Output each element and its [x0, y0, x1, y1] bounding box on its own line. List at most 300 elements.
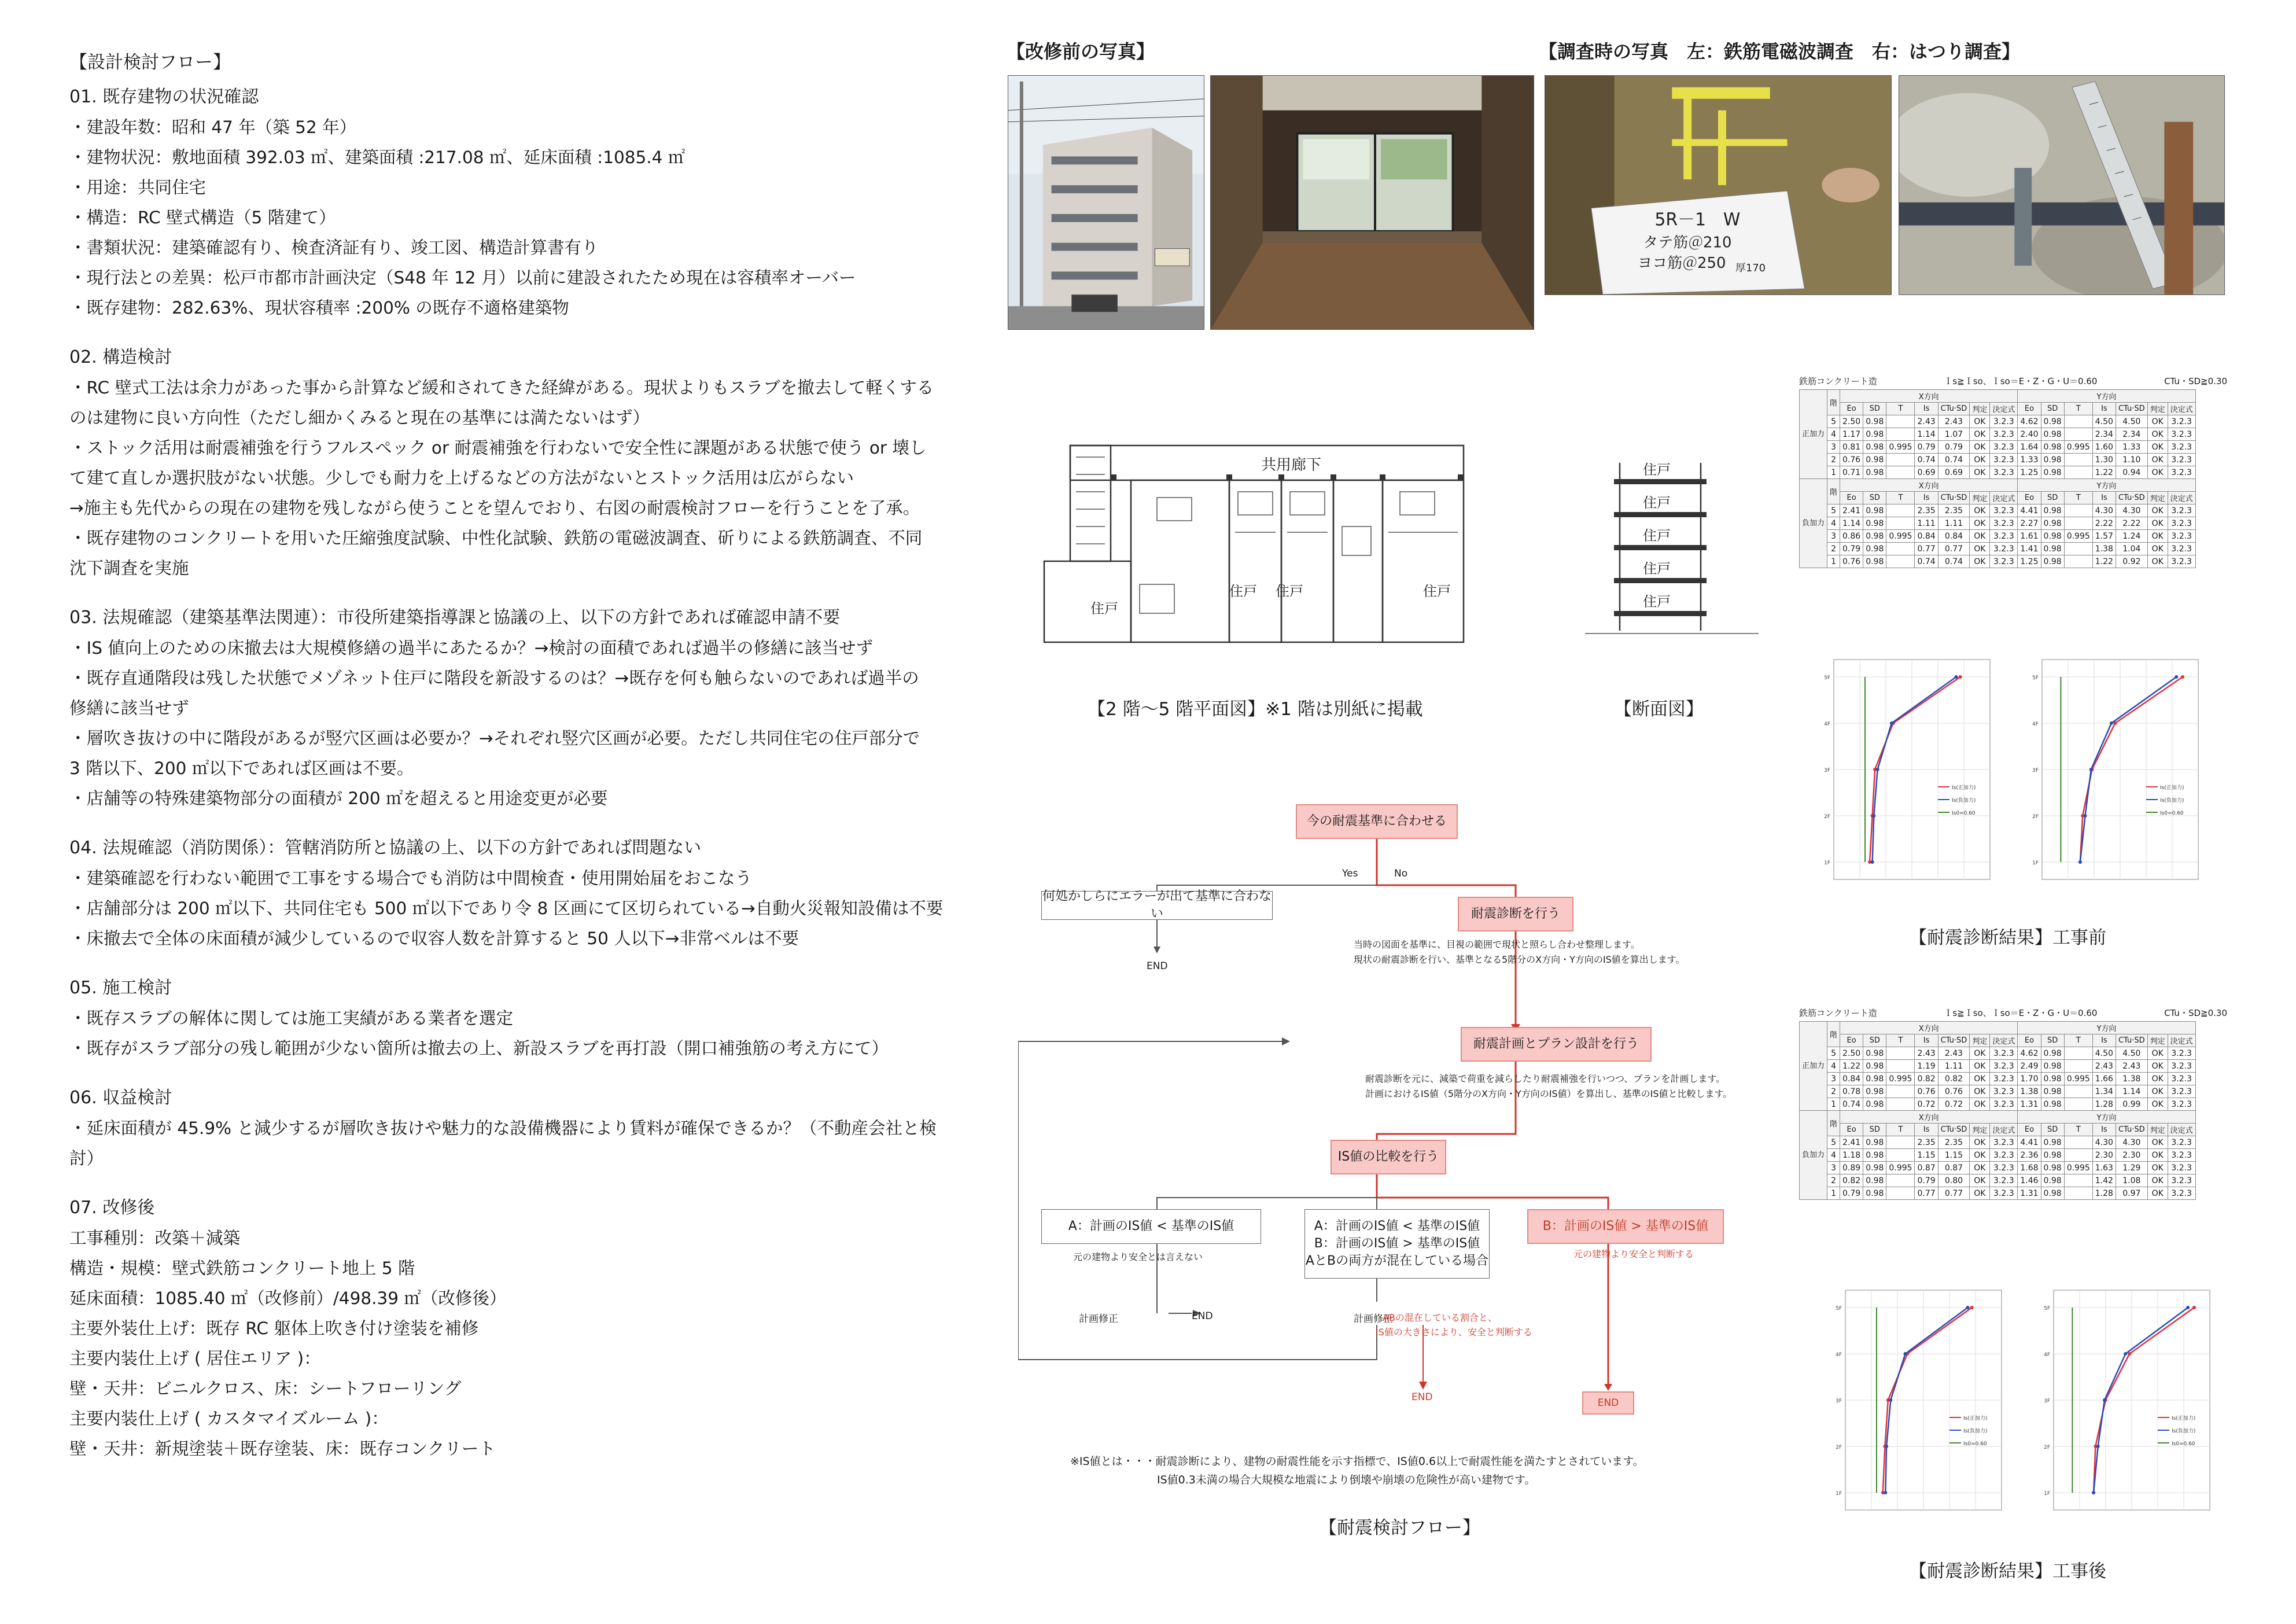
- table-cell: 3.2.3: [2168, 1174, 2195, 1187]
- table-cell: [2064, 555, 2092, 568]
- table-cell: [2064, 1060, 2092, 1073]
- section-4: [69, 833, 972, 953]
- table-cell: 0.98: [2041, 466, 2064, 479]
- table-cell: [1886, 415, 1915, 428]
- table-cell: 1.04: [2116, 543, 2147, 555]
- design-flow-text: [69, 46, 972, 1483]
- chart-point: [1955, 675, 1958, 679]
- table-cell: 3.2.3: [1990, 1073, 2018, 1085]
- column-header: Is: [2092, 403, 2116, 415]
- table-cell: 0.78: [1840, 1085, 1863, 1098]
- table-cell: 3.2.3: [2168, 1085, 2195, 1098]
- table-cell: OK: [2147, 504, 2168, 517]
- section-line: ・建設年数：昭和 47 年（築 52 年）: [69, 117, 357, 137]
- column-header: CTu·SD: [2116, 1124, 2147, 1136]
- table-cell: [2064, 543, 2092, 555]
- table-cell: [1886, 1047, 1915, 1060]
- chart-legend-label: Is(正加力): [1952, 785, 1976, 791]
- flow-case-b-box: B：計画のIS値 > 基準のIS値: [1527, 1209, 1724, 1244]
- chart-floor-tick: 2F: [2044, 1445, 2050, 1450]
- table-cell: 5: [1827, 1136, 1840, 1149]
- chart-floor-tick: 4F: [1824, 721, 1830, 727]
- column-header: SD: [1863, 1034, 1886, 1047]
- section-unit-1: 住戸: [1643, 594, 1671, 610]
- table-cell: [2064, 504, 2092, 517]
- table-cell: 2: [1827, 1085, 1840, 1098]
- table-cell: 2.34: [2092, 428, 2116, 441]
- table-cell: [1886, 1149, 1915, 1162]
- table-cell: 0.98: [1863, 504, 1886, 517]
- is-chart-svg: [1816, 648, 2002, 903]
- table-row: [1800, 454, 2196, 466]
- table-row: [1800, 466, 2196, 479]
- chart-point: [2084, 814, 2087, 817]
- table-cell: 3.2.3: [2168, 428, 2195, 441]
- column-header: 判定: [1970, 492, 1990, 504]
- results-head-left-after: 鉄筋コンクリート造: [1799, 1008, 1877, 1018]
- table-cell: 0.98: [2041, 1073, 2064, 1085]
- table-cell: 3.2.3: [1990, 1060, 2018, 1073]
- chart-point: [1871, 860, 1874, 864]
- column-header: T: [1886, 1124, 1915, 1136]
- section-unit-5: 住戸: [1643, 462, 1671, 478]
- column-header: SD: [2041, 1034, 2064, 1047]
- table-cell: 3.2.3: [1990, 415, 2018, 428]
- section-line: 討）: [69, 1148, 104, 1168]
- section-line: 工事種別：改築＋減築: [69, 1228, 241, 1248]
- column-header: Eo: [1840, 1034, 1863, 1047]
- table-cell: [2064, 1085, 2092, 1098]
- column-header: Eo: [1840, 492, 1863, 504]
- chart-point: [2192, 1306, 2196, 1309]
- table-cell: 0.82: [1915, 1073, 1938, 1085]
- chart-floor-tick: 3F: [1824, 768, 1830, 774]
- chart-point: [1970, 1306, 1974, 1309]
- column-header: Is: [2092, 492, 2116, 504]
- table-cell: [1886, 1060, 1915, 1073]
- table-cell: 2.35: [1938, 1136, 1970, 1149]
- section-heading: 06. 収益検討: [69, 1088, 172, 1108]
- force-direction-label: 正加力: [1800, 1022, 1827, 1111]
- table-cell: 0.98: [1863, 517, 1886, 530]
- chart-floor-tick: 5F: [1824, 675, 1830, 681]
- table-cell: 3.2.3: [2168, 1149, 2195, 1162]
- column-header: CTu·SD: [2116, 1034, 2147, 1047]
- chart-floor-tick: 4F: [2032, 721, 2039, 727]
- chart-floor-tick: 4F: [2044, 1352, 2050, 1358]
- table-cell: 3: [1827, 530, 1840, 543]
- table-cell: 3.2.3: [1990, 504, 2018, 517]
- table-cell: 1.31: [2018, 1098, 2041, 1111]
- section-6: [69, 1083, 972, 1173]
- flow-plan-box: 耐震計画とプラン設計を行う: [1461, 1027, 1652, 1062]
- section-line: ・延床面積が 45.9% と減少するが層吹き抜けや魅力的な設備機器により賃料が確保できるか？（不動産会社と検: [69, 1118, 937, 1138]
- table-cell: OK: [2147, 1073, 2168, 1085]
- force-direction-label: 負加力: [1800, 1111, 1827, 1200]
- chart-point: [2124, 1352, 2127, 1356]
- corridor-label: 共用廊下: [1261, 456, 1322, 474]
- card-line-4: 厚170: [1735, 262, 1766, 275]
- floor-plan-drawing: [1041, 440, 1469, 648]
- table-cell: 0.98: [2041, 1174, 2064, 1187]
- table-cell: 0.98: [2041, 1149, 2064, 1162]
- table-cell: 0.98: [1863, 1073, 1886, 1085]
- table-cell: 2.36: [2018, 1149, 2041, 1162]
- table-cell: 1.34: [2092, 1085, 2116, 1098]
- table-cell: 0.77: [1938, 543, 1970, 555]
- table-row: [1800, 530, 2196, 543]
- table-cell: 3.2.3: [1990, 1187, 2018, 1200]
- chart-legend-label: Is(負加力): [2160, 798, 2184, 804]
- section-line: ・書類状況：建築確認有り、検査済証有り、竣工図、構造計算書有り: [69, 238, 599, 257]
- table-cell: 2.40: [2018, 428, 2041, 441]
- table-cell: 0.77: [1938, 1187, 1970, 1200]
- section-line: ・既存がスラブ部分の残し範囲が少ない箇所は撤去の上、新設スラブを再打設（開口補強筋の考え方にて）: [69, 1039, 889, 1058]
- floor-header: 階: [1827, 479, 1840, 504]
- table-cell: 4.41: [2018, 504, 2041, 517]
- chart-point: [2096, 1445, 2100, 1448]
- table-row: [1800, 441, 2196, 454]
- table-cell: 2: [1827, 543, 1840, 555]
- table-cell: OK: [1970, 1162, 1990, 1174]
- interior-room-photo: [1210, 75, 1534, 330]
- column-header: CTu·SD: [1938, 1034, 1970, 1047]
- section-unit-2: 住戸: [1643, 561, 1671, 577]
- table-cell: 1.07: [1938, 428, 1970, 441]
- section-1: [69, 82, 972, 323]
- table-cell: 0.82: [1840, 1174, 1863, 1187]
- table-cell: 0.98: [2041, 530, 2064, 543]
- table-row: [1800, 428, 2196, 441]
- table-cell: 1.38: [2092, 543, 2116, 555]
- table-row: [1800, 1073, 2196, 1085]
- table-cell: 3.2.3: [2168, 504, 2195, 517]
- table-cell: 3.2.3: [1990, 1136, 2018, 1149]
- table-cell: OK: [2147, 1085, 2168, 1098]
- table-cell: 0.74: [1915, 555, 1938, 568]
- table-cell: 0.98: [2041, 1085, 2064, 1098]
- table-cell: [2064, 466, 2092, 479]
- unit-label-4: 住戸: [1423, 583, 1451, 599]
- table-cell: 0.98: [2041, 1162, 2064, 1174]
- section-line: ・用途：共同住宅: [69, 178, 207, 197]
- table-cell: 3.2.3: [2168, 1047, 2195, 1060]
- table-cell: 3.2.3: [2168, 466, 2195, 479]
- table-cell: 4.30: [2092, 1136, 2116, 1149]
- column-header: Is: [1915, 492, 1938, 504]
- table-cell: 1.31: [2018, 1187, 2041, 1200]
- force-direction-label: 負加力: [1800, 479, 1827, 568]
- table-cell: OK: [2147, 555, 2168, 568]
- column-header: 判定: [2147, 1034, 2168, 1047]
- results-table-before-head: [1799, 375, 2227, 387]
- table-column-row: [1800, 1034, 2196, 1047]
- table-cell: 1.33: [2018, 454, 2041, 466]
- chart-after-x: [1828, 1279, 2013, 1533]
- is-chart-svg: [1828, 1279, 2013, 1533]
- table-cell: 4.30: [2116, 504, 2147, 517]
- results-table-after: [1799, 1007, 2227, 1200]
- section-line: 修繕に該当せず: [69, 698, 189, 718]
- table-cell: OK: [2147, 1162, 2168, 1174]
- section-line: ・既存直通階段は残した状態でメゾネット住戸に階段を新設するのは？→既存を何も触らないのであれば過半の: [69, 668, 919, 688]
- table-column-row: [1800, 1124, 2196, 1136]
- column-header: Eo: [2018, 1034, 2041, 1047]
- column-header: CTu·SD: [2116, 492, 2147, 504]
- table-row: [1800, 1187, 2196, 1200]
- table-cell: 0.98: [2041, 454, 2064, 466]
- chart-point: [2089, 768, 2093, 771]
- survey-photo-caption: 【調査時の写真 左：鉄筋電磁波調査 右：はつり調査】: [1539, 40, 2021, 62]
- table-cell: OK: [1970, 1073, 1990, 1085]
- table-cell: 0.92: [2116, 555, 2147, 568]
- section-line: 壁・天井：新規塗装＋既存塗装、床：既存コンクリート: [69, 1439, 496, 1459]
- flow-case-a-note: 元の建物より安全とは言えない: [1073, 1251, 1203, 1262]
- table-cell: 0.79: [1938, 441, 1970, 454]
- chart-point: [2181, 675, 2184, 679]
- table-cell: 2.43: [1915, 415, 1938, 428]
- card-line-2: タテ筋＠210: [1643, 234, 1732, 252]
- flow-compare-box: IS値の比較を行う: [1331, 1140, 1446, 1174]
- table-cell: 3.2.3: [2168, 1073, 2195, 1085]
- seismic-flow-chart: [1018, 804, 1770, 1568]
- table-cell: 1.68: [2018, 1162, 2041, 1174]
- column-header: T: [1886, 1034, 1915, 1047]
- section-line: ・床撤去で全体の床面積が減少しているので収容人数を計算すると 50 人以下→非常ベルは不要: [69, 929, 799, 948]
- table-cell: 3.2.3: [2168, 441, 2195, 454]
- section-caption: 【断面図】: [1614, 699, 1704, 720]
- table-cell: 0.71: [1840, 466, 1863, 479]
- column-header: SD: [1863, 492, 1886, 504]
- table-cell: 3.2.3: [2168, 1162, 2195, 1174]
- flow-mix-note-2: IS値の大きさにより、安全と判断する: [1376, 1327, 1532, 1338]
- table-cell: [1886, 1136, 1915, 1149]
- table-cell: 0.79: [1915, 441, 1938, 454]
- table-cell: 0.98: [2041, 517, 2064, 530]
- section-line: ・構造：RC 壁式構造（5 階建て）: [69, 208, 336, 227]
- column-header: T: [1886, 492, 1915, 504]
- chart-legend-label: Is(負加力): [1952, 798, 1976, 804]
- table-cell: 2.27: [2018, 517, 2041, 530]
- seismic-table: [1799, 389, 2196, 568]
- chart-point: [1889, 1398, 1892, 1402]
- chart-point: [1966, 1306, 1970, 1309]
- table-cell: 0.82: [1938, 1073, 1970, 1085]
- table-cell: 0.97: [2116, 1187, 2147, 1200]
- section-2: [69, 343, 972, 583]
- section-unit-3: 住戸: [1643, 528, 1671, 544]
- table-cell: 1.11: [1915, 517, 1938, 530]
- table-cell: 1.46: [2018, 1174, 2041, 1187]
- table-cell: OK: [2147, 415, 2168, 428]
- table-cell: 1.15: [1915, 1149, 1938, 1162]
- table-cell: 3.2.3: [2168, 454, 2195, 466]
- table-cell: 1.30: [2092, 454, 2116, 466]
- table-cell: 1.11: [1938, 1060, 1970, 1073]
- section-line: ・層吹き抜けの中に階段があるが竪穴区画は必要か？→それぞれ竪穴区画が必要。ただし共同住宅の住戸部分で: [69, 728, 920, 748]
- table-cell: 1.33: [2116, 441, 2147, 454]
- table-cell: 0.79: [1915, 1174, 1938, 1187]
- table-cell: 0.98: [1863, 415, 1886, 428]
- card-line-1: 5R－1 W: [1654, 209, 1741, 230]
- chart-floor-tick: 4F: [1836, 1352, 1842, 1358]
- table-cell: 0.69: [1915, 466, 1938, 479]
- table-cell: 0.98: [1863, 1060, 1886, 1073]
- table-cell: 2.22: [2092, 517, 2116, 530]
- x-dir-header: X方向: [1840, 390, 2018, 403]
- table-cell: 3: [1827, 1073, 1840, 1085]
- table-cell: [2064, 415, 2092, 428]
- column-header: Eo: [2018, 403, 2041, 415]
- table-cell: 3.2.3: [1990, 1149, 2018, 1162]
- chart-floor-tick: 1F: [1836, 1491, 1842, 1497]
- table-cell: 2.41: [1840, 1136, 1863, 1149]
- floor-header: 階: [1827, 390, 1840, 415]
- table-cell: 0.94: [2116, 466, 2147, 479]
- section-line: のは建物に良い方向性（ただし細かくみると現在の基準には満たないはず）: [69, 408, 650, 428]
- table-header-row: [1800, 1022, 2196, 1034]
- table-cell: 1.28: [2092, 1187, 2116, 1200]
- section-line: ・現行法との差異：松戸市都市計画決定（S48 年 12 月）以前に建設されたため現在は容積率オーバー: [69, 268, 856, 288]
- chart-point: [2175, 675, 2178, 679]
- table-cell: [1886, 1187, 1915, 1200]
- chart-floor-tick: 1F: [1824, 860, 1830, 866]
- table-cell: 1.08: [2116, 1174, 2147, 1187]
- table-cell: OK: [1970, 1060, 1990, 1073]
- table-cell: 0.87: [1938, 1162, 1970, 1174]
- table-cell: 0.995: [1886, 1162, 1915, 1174]
- table-cell: 3.2.3: [2168, 1136, 2195, 1149]
- column-header: Is: [1915, 1124, 1938, 1136]
- column-header: CTu·SD: [1938, 403, 1970, 415]
- section-line: ・建物状況：敷地面積 392.03 ㎡、建築面積 :217.08 ㎡、延床面積 :1085.4 ㎡: [69, 148, 686, 167]
- y-dir-header: Y方向: [2018, 1111, 2195, 1124]
- table-cell: 0.98: [1863, 1098, 1886, 1111]
- flow-footnote-1: ※IS値とは・・・耐震診断により、建物の耐震性能を示す指標で、IS値0.6以上で耐震性能を満たすとされています。: [1070, 1455, 1644, 1468]
- table-cell: 0.995: [1886, 441, 1915, 454]
- table-cell: OK: [2147, 530, 2168, 543]
- column-header: 決定式: [2168, 1124, 2195, 1136]
- table-cell: 3: [1827, 441, 1840, 454]
- results-head-right-after: CTu・SD≧0.30: [2164, 1008, 2227, 1018]
- table-cell: 3.2.3: [1990, 517, 2018, 530]
- flow-revise-2: 計画修正: [1354, 1313, 1393, 1325]
- table-cell: [2064, 1047, 2092, 1060]
- table-cell: 2.30: [2092, 1149, 2116, 1162]
- table-cell: OK: [1970, 441, 1990, 454]
- table-cell: 2.35: [1915, 504, 1938, 517]
- design-flow-title: 【設計検討フロー】: [69, 52, 231, 73]
- table-cell: 3.2.3: [1990, 1174, 2018, 1187]
- table-cell: 1.24: [2116, 530, 2147, 543]
- table-cell: 0.98: [2041, 1136, 2064, 1149]
- section-line: ・建築確認を行わない範囲で工事をする場合でも消防は中間検査・使用開始届をおこなう: [69, 868, 753, 888]
- chart-point: [1876, 768, 1879, 771]
- table-cell: 2.35: [1915, 1136, 1938, 1149]
- results-head-left-before: 鉄筋コンクリート造: [1799, 376, 1877, 386]
- chart-floor-tick: 2F: [1824, 814, 1830, 820]
- table-cell: 0.72: [1938, 1098, 1970, 1111]
- column-header: Eo: [1840, 403, 1863, 415]
- table-cell: 1.10: [2116, 454, 2147, 466]
- force-direction-label: 正加力: [1800, 390, 1827, 479]
- table-cell: OK: [2147, 543, 2168, 555]
- chart-point: [2078, 860, 2082, 864]
- table-cell: OK: [2147, 1136, 2168, 1149]
- section-line: 構造・規模：壁式鉄筋コンクリート地上 5 階: [69, 1258, 415, 1278]
- table-cell: 3.2.3: [2168, 1187, 2195, 1200]
- table-cell: 0.72: [1915, 1098, 1938, 1111]
- table-cell: 1.29: [2116, 1162, 2147, 1174]
- section-line: ・既存建物：282.63%、現状容積率 :200% の既存不適格建築物: [69, 298, 569, 318]
- table-cell: 1.14: [1840, 517, 1863, 530]
- table-cell: 2.22: [2116, 517, 2147, 530]
- chart-point: [1904, 1352, 1907, 1356]
- section-line: →施主も先代からの現在の建物を残しながら使うことを望んでおり、右図の耐震検討フローを行うことを了承。: [69, 498, 920, 518]
- table-cell: OK: [1970, 504, 1990, 517]
- table-cell: OK: [1970, 1136, 1990, 1149]
- table-cell: [2064, 1098, 2092, 1111]
- table-cell: 0.98: [1863, 1047, 1886, 1060]
- table-cell: 2.41: [1840, 504, 1863, 517]
- table-cell: 1: [1827, 555, 1840, 568]
- section-line: 主要外装仕上げ：既存 RC 躯体上吹き付け塗装を補修: [69, 1319, 479, 1338]
- column-header: 決定式: [2168, 492, 2195, 504]
- table-cell: 0.87: [1915, 1162, 1938, 1174]
- table-cell: 1.22: [2092, 466, 2116, 479]
- table-cell: 2.50: [1840, 415, 1863, 428]
- table-cell: 0.98: [2041, 428, 2064, 441]
- results-head-right-before: CTu・SD≧0.30: [2164, 376, 2227, 386]
- table-cell: 0.98: [2041, 555, 2064, 568]
- table-cell: 0.79: [1840, 543, 1863, 555]
- flow-plan-note-1: 耐震診断を元に、減築で荷重を減らしたり耐震補強を行いつつ、プランを計画します。: [1365, 1073, 1726, 1084]
- is-chart-svg: [2025, 648, 2210, 903]
- chart-floor-tick: 3F: [2032, 768, 2039, 774]
- table-cell: 0.74: [1938, 555, 1970, 568]
- column-header: SD: [1863, 1124, 1886, 1136]
- table-cell: 0.77: [1915, 543, 1938, 555]
- table-cell: OK: [2147, 517, 2168, 530]
- table-cell: 3.2.3: [1990, 1098, 2018, 1111]
- flow-diagnose-note-2: 現状の耐震診断を行い、基準となる5階分のX方向・Y方向のIS値を算出します。: [1354, 954, 1685, 965]
- table-cell: 4.50: [2116, 1047, 2147, 1060]
- table-cell: 2.34: [2116, 428, 2147, 441]
- results-caption-before: 【耐震診断結果】工事前: [1909, 927, 2106, 948]
- table-cell: OK: [1970, 517, 1990, 530]
- section-5: [69, 973, 972, 1063]
- table-cell: [2064, 1136, 2092, 1149]
- table-cell: 3.2.3: [1990, 543, 2018, 555]
- chart-legend-label: Is0=0.60: [1952, 811, 1976, 816]
- flow-footnote-2: IS値0.3未満の場合大規模な地震により倒壊や崩壊の危険性が高い建物です。: [1157, 1474, 1536, 1486]
- flow-end-1: END: [1147, 960, 1168, 972]
- table-cell: 3.2.3: [1990, 555, 2018, 568]
- chart-before-y: [2025, 648, 2210, 903]
- chart-legend-label: Is(正加力): [1963, 1416, 1988, 1422]
- table-cell: OK: [1970, 1098, 1990, 1111]
- table-cell: 0.89: [1840, 1162, 1863, 1174]
- table-cell: OK: [2147, 466, 2168, 479]
- section-line: 3 階以下、200 ㎡以下であれば区画は不要。: [69, 758, 414, 778]
- section-line: 壁・天井：ビニルクロス、床：シートフローリング: [69, 1379, 462, 1398]
- table-cell: 0.98: [1863, 441, 1886, 454]
- table-cell: 0.995: [1886, 1073, 1915, 1085]
- building-exterior-photo: [1008, 75, 1204, 330]
- chart-legend-label: Is(負加力): [1963, 1428, 1988, 1434]
- chipping-survey-photo: [1899, 75, 2225, 295]
- section-heading: 03. 法規確認（建築基準法関連）：市役所建築指導課と協議の上、以下の方針であれば確認申請不要: [69, 607, 841, 628]
